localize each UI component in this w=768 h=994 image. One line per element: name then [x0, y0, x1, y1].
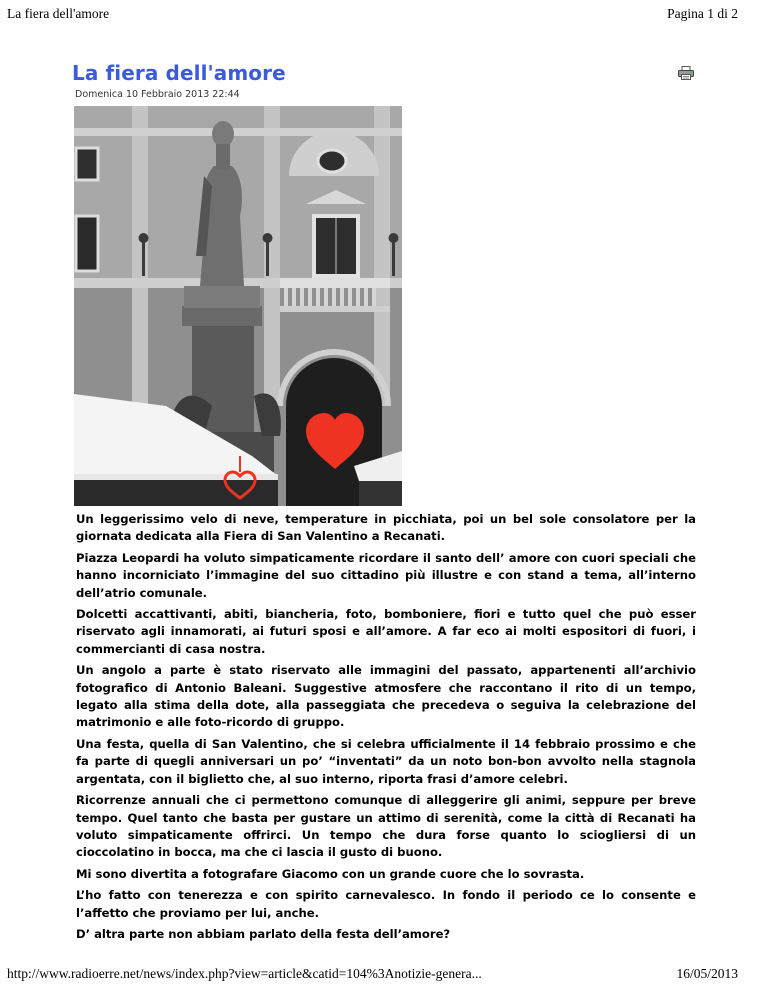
printer-icon[interactable]: [678, 66, 694, 80]
print-header-page: Pagina 1 di 2: [667, 6, 738, 21]
print-header-title: La fiera dell'amore: [7, 6, 110, 21]
article-paragraph: Piazza Leopardi ha voluto simpaticamente ricordare il santo dell’ amore con cuori speciali che hanno incorniciato l’immagine del suo cittadino più illustre e con stand a tema, all’interno dell’atrio comunale.: [76, 550, 696, 600]
article-paragraph: D’ altra parte non abbiam parlato della festa dell’amore?: [76, 926, 451, 941]
article-paragraph: Una festa, quella di San Valentino, che si celebra ufficialmente il 14 febbraio prossimo e che fa parte di quegli anniversari un po’ “inventati” da un noto bon-bon avvolto nella stagnola argentata, con il biglietto che, al suo interno, riporta frasi d’amore celebri.: [76, 736, 696, 786]
article-date: Domenica 10 Febbraio 2013 22:44: [75, 89, 240, 100]
article-title[interactable]: La fiera dell'amore: [72, 61, 286, 85]
article-photo: [74, 106, 402, 506]
article-body: [76, 511, 696, 947]
article-paragraph: Dolcetti accattivanti, abiti, biancheria, foto, bomboniere, fiori e tutto quel che può esser riservato agli innamorati, ai futuri sposi e all’amore. A far eco ai molti espositori di fuori, i commercianti di casa nostra.: [76, 607, 696, 656]
article-paragraph: Un leggerissimo velo di neve, temperature in picchiata, poi un bel sole consolatore per la giornata dedicata alla Fiera di San Valentino a Recanati.: [76, 512, 696, 544]
print-footer-date: 16/05/2013: [676, 966, 738, 981]
article-paragraph: L’ho fatto con tenerezza e con spirito carnevalesco. In fondo il periodo ce lo consente e l’affetto che proviamo per lui, anche.: [76, 888, 696, 920]
article-paragraph: Ricorrenze annuali che ci permettono comunque di alleggerire gli animi, seppure per breve tempo. Quel tanto che basta per gustare un attimo di serenità, come la città di Recanati ha voluto simpaticamente offrirci. Un tempo che dura forse quanto lo sciogliersi di un cioccolatino in bocca, ma che ci lascia il gusto di buono.: [76, 793, 696, 860]
article-paragraph: Mi sono divertita a fotografare Giacomo con un grande cuore che lo sovrasta.: [76, 866, 585, 881]
print-footer-url: http://www.radioerre.net/news/index.php?view=article&catid=104%3Anotizie-genera...: [7, 966, 482, 981]
article-paragraph: Un angolo a parte è stato riservato alle immagini del passato, appartenenti all’archivio fotografico di Antonio Baleani. Suggestive atmosfere che raccontano il rito di un tempo, legato alla stima della dote, alla passeggiata che precedeva o seguiva la celebrazione del matrimonio e alle foto-ricordo di gruppo.: [76, 663, 696, 730]
